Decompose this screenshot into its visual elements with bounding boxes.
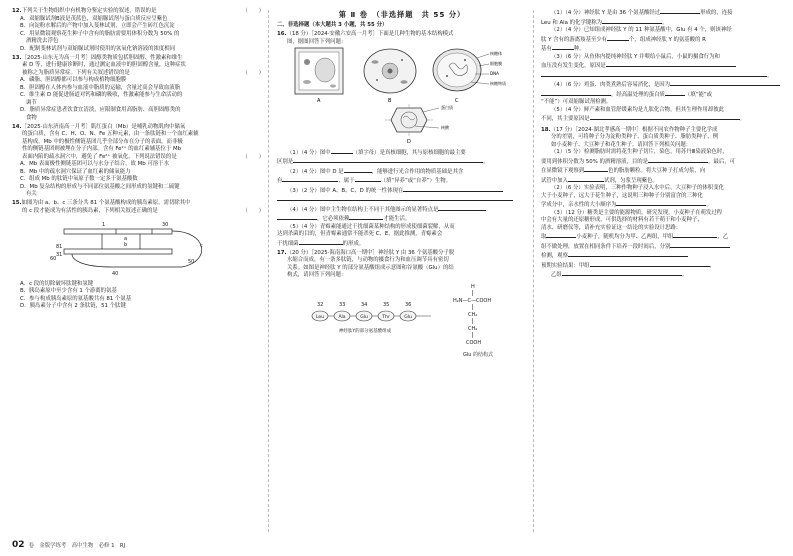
part-text: （1）（4 分）图中	[287, 149, 331, 156]
figure-label: C	[455, 98, 459, 104]
question-number: 12.	[12, 8, 22, 14]
part-text: （5）（4 分）青霉素能通过干扰细菌某种结构的形成使细菌裂解，从而	[287, 223, 455, 230]
bacterium-figure	[433, 49, 506, 104]
right-column	[541, 8, 781, 281]
answer-paren: （ ）	[242, 207, 264, 214]
option: B．向淀粉水解后的产物中加入斐林试剂，立即会产生砖红色沉淀	[20, 23, 175, 29]
question-13	[12, 55, 264, 123]
answer-blank[interactable]	[299, 239, 343, 245]
position-number: 33	[339, 301, 346, 308]
option: D．配制斐林试剂与双缩脲试剂时使用的氢氧化钠溶液的浓度相同	[20, 45, 176, 52]
question-16	[277, 31, 527, 248]
amino-acid-label: Leu	[315, 314, 325, 320]
structure-label: 核糖体	[490, 51, 502, 56]
step-text: 预期实验结果：甲组	[541, 262, 590, 269]
part-text: 区别是	[277, 159, 294, 165]
question-number: 16.	[277, 31, 287, 37]
answer-paren: （ ）	[242, 153, 264, 160]
residue-label: 60	[50, 256, 57, 262]
option: C．用显微镜观察花生种子中含有的脂肪需要用体积分数为 50% 的	[20, 30, 180, 37]
option-continued: 食物	[26, 114, 37, 121]
option: A．Mb 表面极性侧链基团可以与水分子结合，故 Mb 可溶于水	[20, 161, 169, 167]
part-text: 。	[739, 116, 745, 122]
question-stem-line: （17 分）［2024·湖北孝感高一期中］根据不同农作物种子主要化学成	[550, 126, 718, 133]
residue-label: 40	[112, 271, 119, 277]
part-text: 要用到体积分数为 50% 的酒精溶液，目的是	[541, 158, 649, 165]
option-continued: 有关	[26, 191, 37, 197]
residue-label: 81	[56, 244, 63, 250]
formula-group: COOH	[466, 339, 482, 346]
part-text: ，能够进行光合作用的物质基础是其含	[371, 168, 464, 175]
question-stem: 下列关于生物组织中有机物分鉴定实验的叙述，错误的是	[21, 8, 157, 14]
step-text: 取	[541, 234, 547, 240]
option: B．胆固醇在人体内参与血液中脂质的运输，含量过高会导致血液脂	[20, 84, 181, 91]
amino-acid-label: Glu	[404, 314, 412, 320]
part-text: 。	[662, 19, 668, 26]
option: C．组成 Mb 的肽链中氧原子数一定多于氨基酸数	[20, 176, 138, 182]
formula-group: H	[471, 283, 475, 290]
figure-label: D	[407, 139, 411, 144]
formula-group: CH₂	[468, 325, 478, 332]
amino-acid-label: Thr	[382, 314, 390, 320]
answer-blank[interactable]	[660, 8, 700, 14]
part-text: 中会有大量的还原糖形成，可供选择的材料有若干萌干和小麦种子、	[541, 217, 703, 223]
question-stem-line: 的 c 段才能成为有活性的胰岛素，下列相关叙述正确的是	[22, 207, 158, 214]
page-footer	[12, 539, 126, 551]
answer-blank[interactable]	[355, 176, 381, 182]
option: C．参与构成胰岛素原的氨基酸共有 81 个氨基	[20, 295, 132, 302]
part-text: 有	[277, 178, 283, 184]
question-number: 15.	[12, 200, 22, 206]
question-stem-line: 的蛋白质，含有 C、H、O、N、Fe 五种元素，由一条肽链和一个血红素辅	[22, 131, 199, 137]
option: B．胰岛素原中至少含有 1 个游离的氨基	[20, 288, 117, 294]
part-text: 在显微镜下观察到	[541, 168, 585, 174]
footer-text: 卷 金版学练考 高中生物 必修 1 RJ	[28, 542, 126, 549]
part-text: 。	[767, 72, 773, 79]
part-text: 学成分中，亲水性的大小顺序为	[541, 202, 617, 208]
page-number: 02	[12, 539, 25, 550]
part-text: 清水、研磨仪等，请补充实验证这一结论的实验设计思路：	[541, 224, 682, 231]
option: A．双缩脲试剂B液是茂蓝色，双缩脲试剂与蛋白质反应呈紫色	[20, 15, 168, 22]
part-text: （填字母）是真核细胞，其与原核细胞的最主要	[352, 149, 466, 156]
step-text: 组不做处理，放置在相同条件下培养一段时间后，分别	[541, 243, 671, 250]
question-stem-line: 表面内陷的疏水洞穴中，避免了 Fe²⁺ 被氧化。下列说法错误的是	[22, 153, 177, 160]
question-12	[12, 8, 264, 53]
chain-label: a	[124, 236, 128, 242]
position-number: 36	[405, 301, 412, 308]
part-text: ，它必须依赖	[317, 216, 350, 222]
part-text: 干扰细菌	[277, 240, 299, 247]
question-stem-line: 构式，请回答下列问题：	[287, 272, 347, 278]
part-text: （5）（4 分）鲜产素和血管舒缓素均是九肽化合物，但其生理作用却彼此	[551, 106, 724, 113]
part-text: （3）（2 分）图中 A、B、C、D 的统一性体现在	[287, 187, 404, 194]
answer-blank[interactable]	[331, 148, 353, 154]
question-number: 13.	[12, 54, 22, 61]
chain-label: b	[124, 242, 128, 248]
middle-column	[277, 8, 527, 367]
option: C．维生素 D 能促进肠道对钙和磷的吸收，性激素能参与生命活动的	[20, 92, 183, 98]
part-text: 。	[483, 159, 489, 165]
question-stem-line: 图，据图回答下列问题：	[287, 38, 347, 45]
question-stem-line: （20 分）［2025·海南海口高一期中］神经肽 Y 由 36 个氨基酸分子脱	[286, 249, 455, 256]
part-text: 大于小麦种子，远大于花生种子，这说明三种种子分别富含的三种化	[541, 192, 703, 199]
structure-label: 蛋白质	[441, 105, 453, 110]
answer-blank[interactable]	[349, 214, 383, 220]
option: A．磷脂、胆固醇都可以参与构成植物细胞膜	[20, 77, 127, 83]
part-text: （4）（4 分）图中主生物在结构上不同于其他图示的显著特点是	[287, 206, 439, 213]
figure-caption: Glu 的结构式	[463, 351, 494, 358]
part-text: 的形成。	[342, 240, 365, 247]
step-text: 小麦种子，随机均分为甲、乙两组，甲组	[576, 234, 674, 240]
step-text: 。	[681, 272, 688, 278]
plant-cell-figure	[295, 48, 343, 104]
answer-blank[interactable]	[665, 90, 685, 96]
part-text: （3）（12 分）糖类是主要的能源物质，研究发现，小麦种子在萌发过程	[551, 209, 723, 216]
question-17-continued	[541, 8, 781, 124]
figure-label: B	[388, 98, 392, 104]
left-column	[12, 8, 264, 312]
question-14	[12, 124, 264, 199]
question-stem-line: 被称之为脂质异常症。下列有关叙述错误的是	[22, 69, 130, 76]
proinsulin-diagram	[12, 215, 264, 277]
answer-blank[interactable]	[277, 195, 513, 201]
part-text: 试剂，匀浆呈现紫色。	[603, 177, 658, 184]
chain-b-bar	[64, 249, 172, 254]
answer-blank[interactable]	[568, 251, 688, 257]
position-number: 34	[361, 301, 368, 308]
option: A．c 段的切除破坏肽键和氢键	[20, 280, 94, 287]
question-stem-line: 如小麦种子、大豆种子和花生种子。请回答下列相关问题：	[551, 141, 692, 148]
question-stem-line: 基构成。Mb 中的极性侧链基团几乎全部分布在分子的表面，而非极	[22, 138, 183, 145]
option-continued: 调节	[26, 99, 37, 106]
part-text: ，最后，可	[708, 158, 736, 165]
residue-label: 31	[56, 252, 63, 258]
part-text: （填“异养”或“自养”）生物。	[380, 178, 452, 184]
question-17	[277, 250, 527, 366]
amino-acid-label: Ala	[338, 314, 346, 320]
step-text: 乙组	[551, 272, 562, 278]
section-title: 第 Ⅱ 卷 （非选择题 共 55 分）	[338, 10, 466, 19]
answer-blank[interactable]	[670, 80, 780, 86]
answer-blank[interactable]	[562, 270, 682, 276]
answer-blank[interactable]	[602, 18, 662, 24]
formula-group: CH₂	[468, 311, 478, 318]
chain-a-bar	[64, 229, 172, 234]
part-text: ，属于	[338, 178, 355, 184]
answer-paren: （ ）	[242, 8, 264, 14]
answer-blank[interactable]	[673, 232, 717, 238]
answer-blank[interactable]	[438, 205, 486, 211]
cell-structure-figures	[277, 46, 527, 144]
residue-label: 30	[162, 222, 169, 228]
answer-blank[interactable]	[546, 232, 576, 238]
part-text: 个，组成神经肽 Y 的氨基酸的 R	[629, 36, 706, 43]
part-text: （2）（4 分）已知组成神经肽 Y 的 11 种氨基酸中，Glu 有 4 个，则该神经	[551, 27, 732, 33]
part-text: 才能生活。	[383, 216, 411, 222]
answer-blank[interactable]	[590, 261, 710, 267]
answer-blank[interactable]	[670, 242, 730, 248]
step-text: 检测，观察	[541, 253, 568, 259]
option: B．Mb 中的疏水洞穴保证了血红素的储氧能力	[20, 168, 131, 175]
structure-label: 核酸	[441, 125, 449, 130]
part-text: 达到杀菌的目的，但青霉素通常不能杀死 C、E，据此推测，青霉素会	[277, 231, 443, 237]
formula-group: H₂N—C—COOH	[453, 297, 492, 304]
part-text: （2）（6 分）实验表明，三种作物种子浸入水中后，大豆种子的体积变化	[551, 185, 724, 191]
part-text: （1）（5 分）检测脂肪时需将花生种子切片，染色，用苏丹Ⅲ染液染色时，	[551, 149, 728, 155]
figure-caption: 神经肽Y的部分氨基酸组成	[338, 328, 392, 334]
option: D．脂质异常症患者饮食宜清淡，应限制食用高脂肪、高胆固醇类的	[20, 107, 181, 113]
animal-cell-figure	[364, 49, 416, 104]
answer-blank[interactable]	[541, 71, 767, 77]
structure-label: 细胞膜	[490, 61, 502, 66]
part-text: （2）（4 分）图中 D 是	[287, 168, 344, 175]
position-number: 32	[317, 301, 324, 308]
step-text: ，	[709, 262, 715, 269]
answer-blank[interactable]	[282, 176, 338, 182]
answer-blank[interactable]	[648, 157, 708, 163]
neuropeptide-figure	[277, 280, 527, 362]
residue-label: 1	[102, 222, 106, 228]
question-number: 17.	[277, 249, 287, 256]
part-text: 肽 Y 含有的游离羧基至少有	[541, 36, 608, 43]
question-stem-line: 水缩合而成，有一条多肽链，与动物的摄食行为和血压调节具有密切	[287, 257, 449, 263]
question-stem-line: 性的侧链基团则被埋在分子内部。含有 Fe²⁺ 的血红素辅基位于 Mb	[22, 146, 182, 152]
part-text: “不能”）可双缩脲试剂检测。	[541, 99, 612, 105]
part-text: 试管中加入	[541, 177, 568, 184]
question-15	[12, 200, 264, 311]
part-text: （4）（6 分）鸡蛋、肉类煮熟后容易消化，是因为	[551, 82, 671, 88]
column-divider	[268, 10, 269, 532]
question-number: 18.	[541, 126, 551, 133]
part-text: 不同，其主要原因是	[541, 116, 590, 122]
answer-blank[interactable]	[607, 35, 629, 41]
question-stem-line: ［2025·山东无为高一月考］固醇类物质包括胆固醇、性激素和维生	[21, 54, 183, 61]
amino-acid-label: Glu	[360, 314, 368, 320]
section-subtitle: 二、非选择题（本大题共 3 小题，共 55 分）	[277, 21, 388, 28]
answer-blank[interactable]	[293, 157, 483, 163]
answer-blank[interactable]	[552, 44, 574, 50]
answer-blank[interactable]	[616, 200, 706, 206]
question-18	[541, 127, 781, 280]
answer-blank[interactable]	[568, 176, 604, 182]
structure-label: 核糖物质	[490, 81, 506, 86]
answer-blank[interactable]	[403, 186, 503, 192]
virus-figure	[385, 104, 453, 144]
part-text: 种。	[573, 46, 585, 52]
answer-blank[interactable]	[277, 214, 317, 220]
part-text: （填“能”或	[684, 91, 713, 98]
option: D．Mb 复杂结构的形成与不同部位氨基酸之间形成的氢键和二硫键	[20, 183, 180, 190]
part-text: 。	[706, 202, 712, 208]
question-stem-line: 素 D 等，进行健康诊断时，通过测定血液中的胆固醇含量，这种症状	[22, 62, 186, 68]
part-text: 基有	[541, 46, 552, 52]
part-text: 色的脂肪颗粒。将大豆种子打成匀浆，向	[608, 168, 706, 174]
part-text: （3）（6 分）从鱼体内提纯神经肽 Y 并喂给小鼠后，小鼠的摄食行为和	[551, 53, 720, 60]
answer-blank[interactable]	[344, 167, 372, 173]
structure-label: DNA	[490, 71, 499, 76]
figure-label: A	[317, 98, 321, 104]
part-text: 形成的，连接	[700, 10, 733, 16]
answer-paren: （ ）	[242, 69, 264, 76]
column-divider	[533, 10, 534, 532]
position-number: 35	[383, 301, 390, 308]
answer-blank[interactable]	[541, 90, 611, 96]
option: D．胰岛素分子中含有 2 条肽链，51 个肽键	[20, 303, 126, 309]
question-stem-line: 关系。如图是神经肽 Y 的部分氨基酸组成示意图和谷氨酸（Glu）的结	[287, 264, 454, 271]
question-stem-line: ［2025·山东济南高一月考］肌红蛋白（Mb）是哺乳动物肌肉中储氧	[21, 123, 186, 130]
option-continued: 酒精洗去浮色	[26, 38, 59, 44]
part-text: 血压没有发生变化，原因是	[541, 63, 606, 69]
question-stem-line: 分的差别，可将种子分为淀粉类种子、蛋白质类种子、脂肪类种子，例	[551, 134, 719, 140]
answer-blank[interactable]	[590, 114, 740, 120]
step-text: ，乙	[717, 234, 729, 240]
question-stem-line: 如图为由 a、b、c 三条分共 81 个氨基酸构成的胰岛素原，需切除其中	[21, 200, 191, 206]
residue-label: 50	[188, 259, 195, 265]
answer-blank[interactable]	[606, 61, 736, 67]
question-number: 14.	[12, 123, 22, 130]
answer-blank[interactable]	[584, 166, 608, 172]
chain-label: c	[200, 243, 203, 249]
part-text: Leu 和 Ala 的化学键称为	[541, 19, 603, 26]
question-stem-line: （18 分）［2024·安徽六安高一月考］下面是几种生物的基本结构模式	[286, 31, 454, 37]
part-text: ，经高温处理的蛋白质	[611, 91, 665, 98]
part-text: （1）（4 分）神经肽 Y 是由 36 个氨基酸经过	[551, 10, 661, 16]
